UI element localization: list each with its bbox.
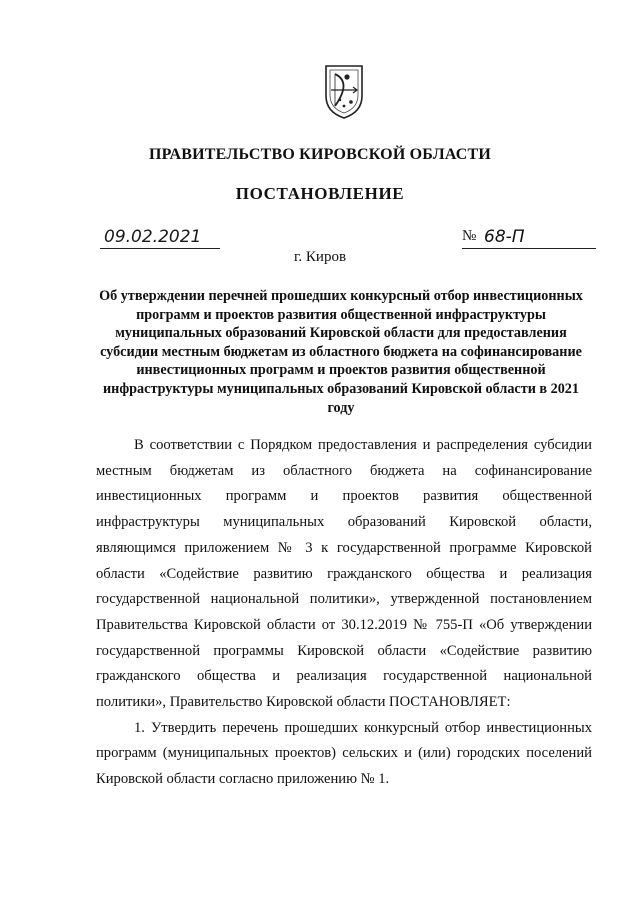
government-title: ПРАВИТЕЛЬСТВО КИРОВСКОЙ ОБЛАСТИ <box>148 146 492 163</box>
document-type: ПОСТАНОВЛЕНИЕ <box>235 184 405 203</box>
document-body <box>96 433 592 793</box>
number-field <box>462 226 596 249</box>
document-date: 09.02.2021 <box>104 227 202 247</box>
number-prefix: № <box>462 228 477 244</box>
city-label: г. Киров <box>293 249 347 265</box>
document-subject: Об утверждении перечней прошедших конкурсный отбор инвестиционных программ и проектов развития общественной инфраструктуры муниципальных образований Кировской области для предоставления субсидии местным бюджетам из областного бюджета на софинансирование инвестиционных программ и проектов развития общественной инфраструктуры муниципальных образований Кировской области в 2021 году <box>99 288 583 416</box>
date-field <box>100 226 220 249</box>
coat-of-arms-icon <box>322 62 366 120</box>
body-paragraph: В соответствии с Порядком предоставления и распределения субсидии местным бюджетам из областного бюджета на софинансирование инвестиционных программ и проектов развития общественной инфраструктуры муниципальных образований Кировской области, являющимся приложением № 3 к государственной программе Кировской области «Содействие развитию гражданского общества и реализация государственной национальной политики», утвержденной постановлением Правительства Кировской области от 30.12.2019 № 755-П «Об утверждении государственной программы Кировской области «Содействие развитию гражданского общества и реализация государственной национальной политики», Правительство Кировской области ПОСТАНОВЛЯЕТ: <box>96 437 592 711</box>
document-number: 68-П <box>484 227 525 247</box>
body-paragraph: 1. Утвердить перечень прошедших конкурсный отбор инвестиционных программ (муниципальных проектов) сельских и (или) городских поселений Кировской области согласно приложению № 1. <box>96 719 592 788</box>
